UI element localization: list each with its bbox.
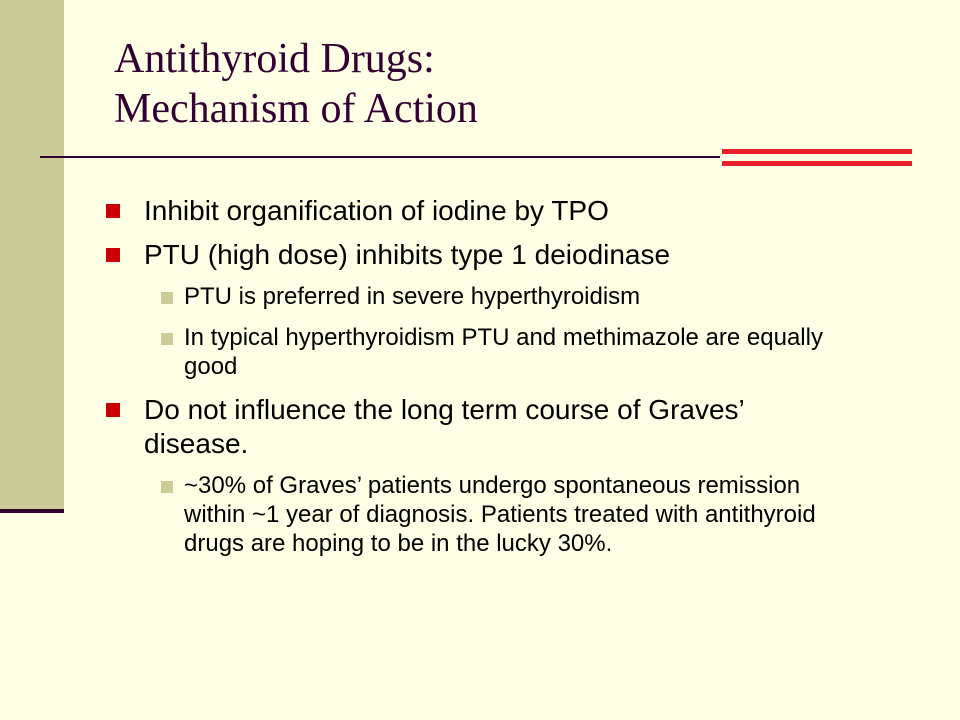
title-divider [40, 156, 720, 158]
left-sidebar-band [0, 0, 64, 512]
square-sub-bullet-icon [161, 481, 173, 493]
sub-bullet-text: PTU is preferred in severe hyperthyroidism [184, 283, 641, 310]
sub-bullet-item [154, 471, 846, 558]
slide-title-line-1: Antithyroid Drugs: [114, 36, 435, 82]
sub-bullet-text: ~30% of Graves’ patients undergo spontaneous remission within ~1 year of diagnosis. Patients treated with antithyroid drugs are hoping to be in the lucky 30%. [184, 472, 816, 557]
sub-bullet-text: In typical hyperthyroidism PTU and methimazole are equally good [184, 324, 823, 380]
bullet-text: Do not influence the long term course of Graves’ disease. [144, 394, 744, 459]
square-bullet-icon [106, 403, 120, 417]
square-sub-bullet-icon [161, 333, 173, 345]
accent-bar-bottom [722, 161, 912, 166]
square-bullet-icon [106, 204, 120, 218]
square-sub-bullet-icon [161, 292, 173, 304]
accent-bar-top [722, 149, 912, 154]
bullet-text: PTU (high dose) inhibits type 1 deiodinase [144, 239, 671, 270]
bullet-text: Inhibit organification of iodine by TPO [144, 195, 609, 226]
slide-content [106, 194, 846, 570]
slide-title [114, 34, 478, 134]
sub-bullet-item [154, 282, 846, 311]
bullet-item [106, 194, 846, 228]
square-bullet-icon [106, 248, 120, 262]
left-sidebar-rule [0, 509, 64, 513]
bullet-item [106, 393, 846, 461]
bullet-item [106, 238, 846, 272]
sub-bullet-item [154, 323, 846, 381]
slide-title-line-2: Mechanism of Action [114, 86, 478, 132]
